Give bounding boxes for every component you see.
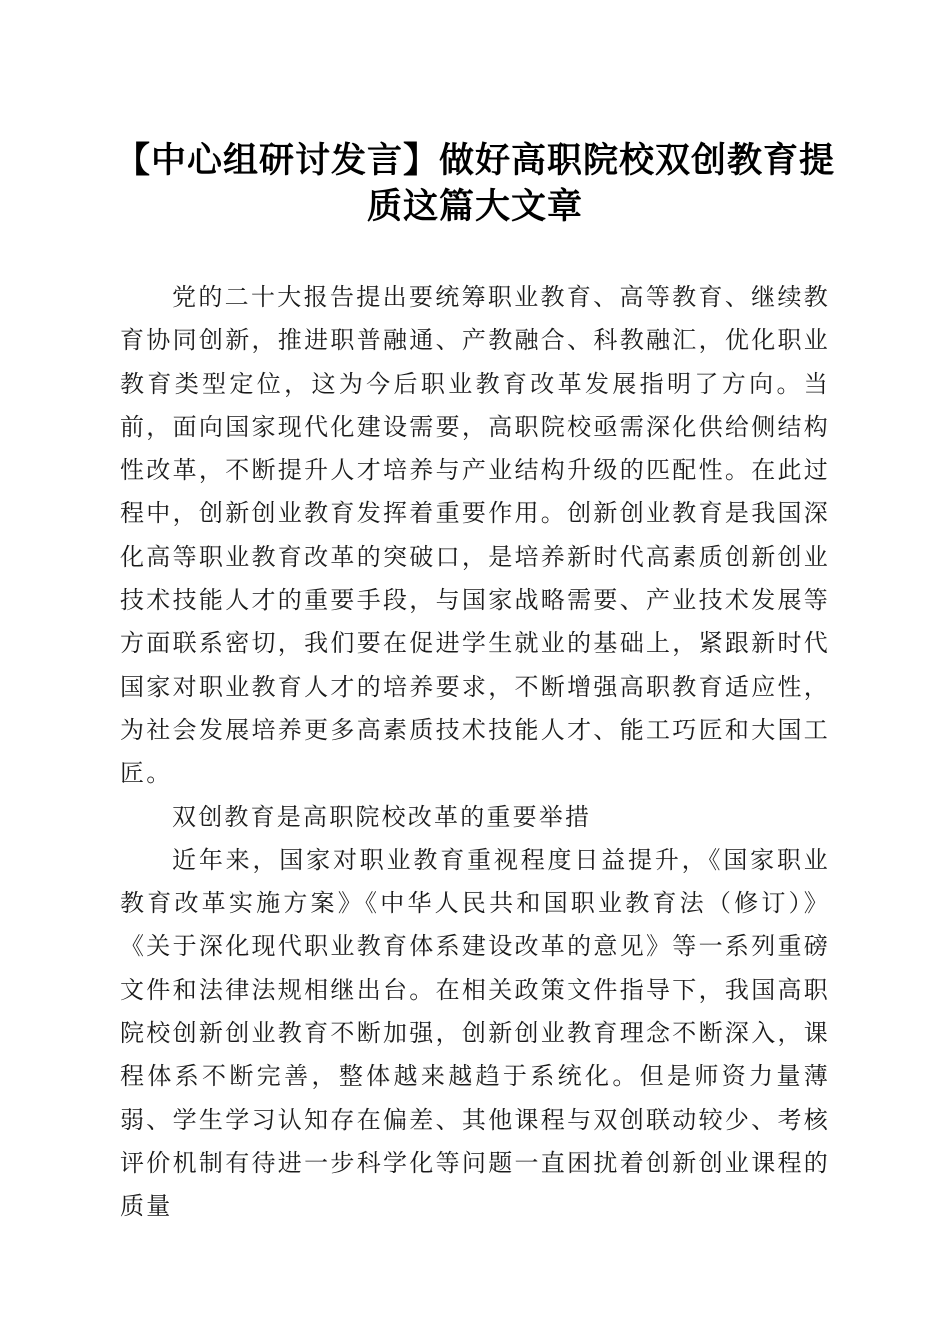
paragraph-policy: 近年来，国家对职业教育重视程度日益提升，《国家职业教育改革实施方案》《中华人民共和国职业教育法（修订）》《关于深化现代职业教育体系建设改革的意见》等一系列重磅文件和法律法规相继出台。在相关政策文件指导下，我国高职院校创新创业教育不断加强，创新创业教育理念不断深入，课程体系不断完善，整体越来越趋于系统化。但是师资力量薄弱、学生学习认知存在偏差、其他课程与双创联动较少、考核评价机制有待进一步科学化等问题一直困扰着创新创业课程的质量 <box>120 845 830 1221</box>
document-body <box>120 276 830 1229</box>
title-line-2: 质这篇大文章 <box>366 186 583 227</box>
title-line-1: 【中心组研讨发言】做好高职院校双创教育提 <box>114 140 835 181</box>
document-title <box>110 138 840 230</box>
paragraph-intro: 党的二十大报告提出要统筹职业教育、高等教育、继续教育协同创新，推进职普融通、产教融合、科教融汇，优化职业教育类型定位，这为今后职业教育改革发展指明了方向。当前，面向国家现代化建设需要，高职院校亟需深化供给侧结构性改革，不断提升人才培养与产业结构升级的匹配性。在此过程中，创新创业教育发挥着重要作用。创新创业教育是我国深化高等职业教育改革的突破口，是培养新时代高素质创新创业技术技能人才的重要手段，与国家战略需要、产业技术发展等方面联系密切，我们要在促进学生就业的基础上，紧跟新时代国家对职业教育人才的培养要求，不断增强高职教育适应性，为社会发展培养更多高素质技术技能人才、能工巧匠和大国工匠。 <box>120 283 830 788</box>
section-heading: 双创教育是高职院校改革的重要举措 <box>172 802 592 831</box>
